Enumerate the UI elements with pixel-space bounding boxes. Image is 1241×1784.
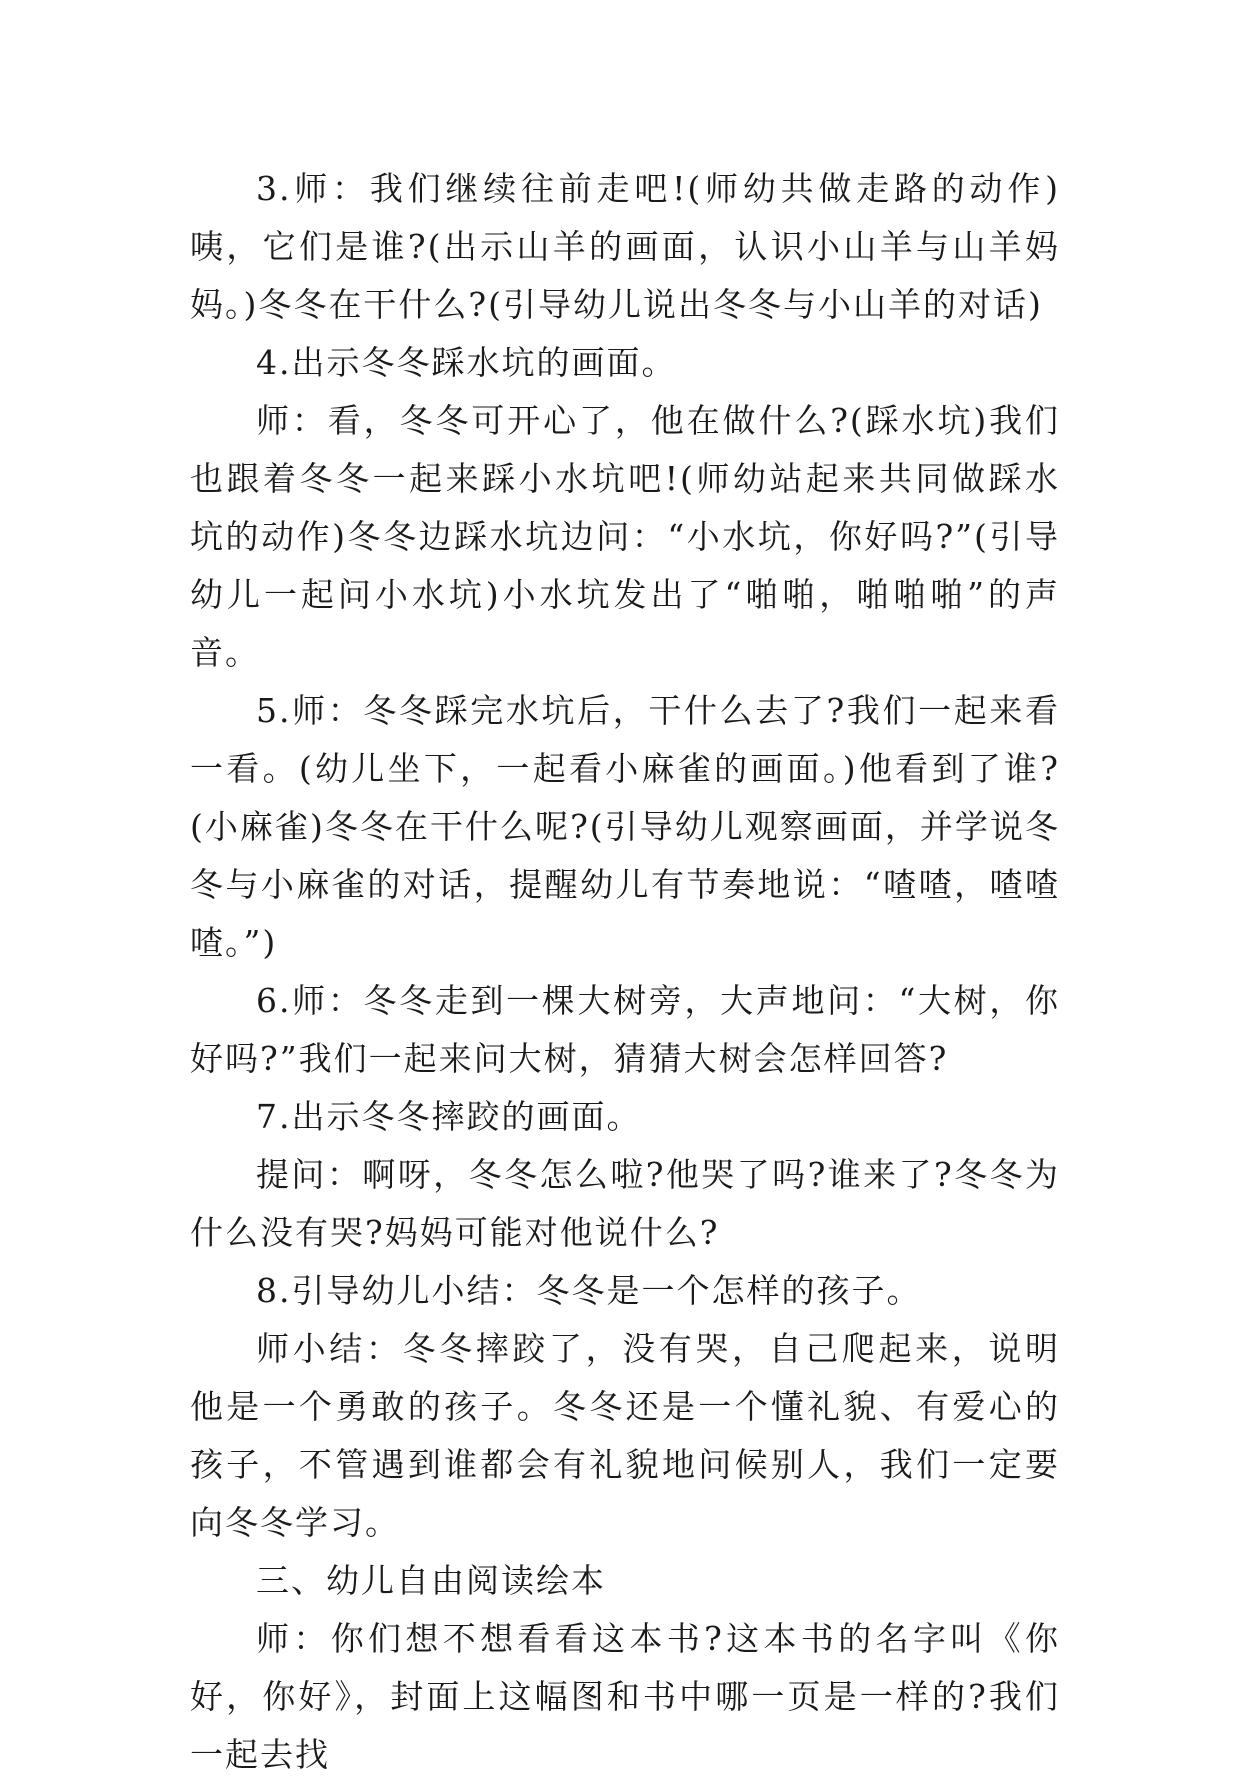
paragraph-step-3: 3.师：我们继续往前走吧!(师幼共做走路的动作)咦，它们是谁?(出示山羊的画面，认识小山羊与山羊妈妈。)冬冬在干什么?(引导幼儿说出冬冬与小山羊的对话) [190, 169, 1060, 324]
paragraph-step-6: 6.师：冬冬走到一棵大树旁，大声地问：“大树，你好吗?”我们一起来问大树，猜猜大树会怎样回答? [190, 981, 1060, 1078]
paragraph-step-4: 4.出示冬冬踩水坑的画面。 [256, 343, 677, 382]
paragraph-step-5: 5.师：冬冬踩完水坑后，干什么去了?我们一起来看一看。(幼儿坐下，一起看小麻雀的画面。)他看到了谁?(小麻雀)冬冬在干什么呢?(引导幼儿观察画面，并学说冬冬与小麻雀的对话，提醒幼儿有节奏地说：“喳喳，喳喳喳。”) [190, 691, 1060, 962]
paragraph-question: 提问：啊呀，冬冬怎么啦?他哭了吗?谁来了?冬冬为什么没有哭?妈妈可能对他说什么? [190, 1155, 1060, 1252]
paragraph-puddle-dialogue: 师：看，冬冬可开心了，他在做什么?(踩水坑)我们也跟着冬冬一起来踩小水坑吧!(师幼站起来共同做踩水坑的动作)冬冬边踩水坑边问：“小水坑，你好吗?”(引导幼儿一起问小水坑)小水坑发出了“啪啪，啪啪啪”的声音。 [190, 401, 1060, 672]
paragraph-teacher-summary: 师小结：冬冬摔跤了，没有哭，自己爬起来，说明他是一个勇敢的孩子。冬冬还是一个懂礼貌、有爱心的孩子，不管遇到谁都会有礼貌地问候别人，我们一定要向冬冬学习。 [190, 1329, 1060, 1542]
paragraph-step-8: 8.引导幼儿小结：冬冬是一个怎样的孩子。 [256, 1271, 922, 1310]
document-body [190, 160, 1060, 1784]
paragraph-step-7: 7.出示冬冬摔跤的画面。 [256, 1097, 642, 1136]
section-heading-free-reading: 三、幼儿自由阅读绘本 [256, 1561, 606, 1600]
paragraph-book-intro: 师：你们想不想看看这本书?这本书的名字叫《你好，你好》，封面上这幅图和书中哪一页是一样的?我们一起去找 [190, 1619, 1060, 1774]
